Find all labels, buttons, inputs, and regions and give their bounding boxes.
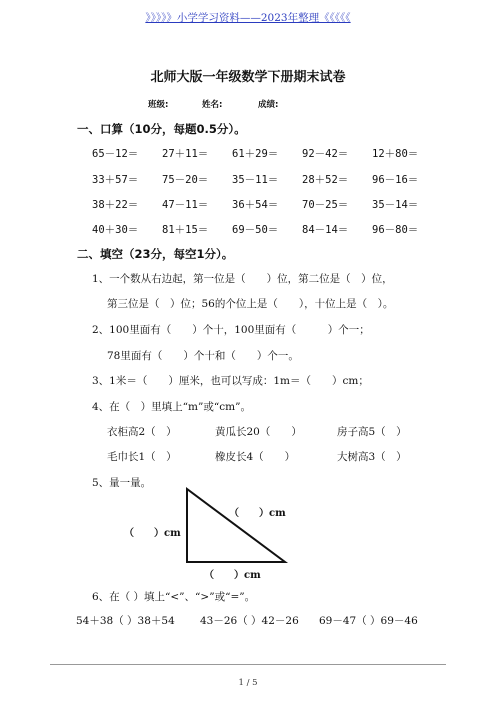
compare-item: 43－26（ ）42－26	[200, 615, 299, 627]
q4-item: 衣柜高2（ ）	[107, 426, 177, 438]
q4-item: 黄瓜长20（ ）	[215, 426, 302, 438]
calc-item: 47－11＝	[162, 199, 209, 211]
calc-item: 12＋80＝	[372, 148, 419, 160]
compare-item: 69－47（ ）69－46	[319, 615, 418, 627]
question-6: 6、在（ ）填上“<”、“>”或“=”。	[92, 591, 256, 603]
section1-heading: 一、口算（10分，每题0.5分）。	[77, 122, 246, 136]
question-3: 3、1米＝（ ）厘米，也可以写成：1m＝（ ）cm；	[92, 375, 369, 387]
q4-item: 毛巾长1（ ）	[107, 451, 177, 463]
question-2-line-1: 2、100里面有（ ）个十，100里面有（ ）个一；	[92, 324, 370, 336]
question-4: 4、在（ ）里填上“m”或“cm”。	[92, 401, 251, 413]
q4-item: 房子高5（ ）	[337, 426, 407, 438]
calc-item: 40＋30＝	[92, 224, 139, 236]
question-5: 5、量一量。	[92, 477, 152, 489]
hypotenuse-label: （ ）cm	[229, 508, 286, 519]
calc-item: 96－80＝	[372, 224, 419, 236]
footer-divider	[50, 664, 446, 665]
name-field-label: 姓名:	[202, 100, 223, 110]
calc-item: 96－16＝	[372, 174, 419, 186]
question-1-line-2: 第三位是（ ）位；56的个位上是（ ），十位上是（ ）。	[107, 298, 394, 310]
calc-item: 92－42＝	[302, 148, 349, 160]
calc-item: 81＋15＝	[162, 224, 209, 236]
calc-item: 35－11＝	[232, 174, 279, 186]
bottom-side-label: （ ）cm	[204, 570, 261, 581]
header-banner: 》》》》》小学学习资料——2023年整理《《《《《	[145, 12, 351, 24]
compare-item: 54＋38（ ）38＋54	[76, 615, 175, 627]
page-title: 北师大版一年级数学下册期末试卷	[150, 70, 346, 85]
q4-item: 橡皮长4（ ）	[215, 451, 296, 463]
right-triangle-figure	[180, 484, 290, 566]
calc-item: 75－20＝	[162, 174, 209, 186]
calc-item: 33＋57＝	[92, 174, 139, 186]
calc-item: 38＋22＝	[92, 199, 139, 211]
calc-item: 70－25＝	[302, 199, 349, 211]
q4-item: 大树高3（ ）	[337, 451, 407, 463]
page-number: 1 / 5	[238, 678, 258, 688]
left-side-label: （ ）cm	[124, 528, 181, 539]
question-1-line-1: 1、一个数从右边起，第一位是（ ）位，第二位是（ ）位，	[92, 273, 393, 285]
calc-item: 84－14＝	[302, 224, 349, 236]
calc-item: 36＋54＝	[232, 199, 279, 211]
calc-item: 28＋52＝	[302, 174, 349, 186]
class-field-label: 班级:	[148, 100, 169, 110]
calc-item: 27＋11＝	[162, 148, 209, 160]
question-2-line-2: 78里面有（ ）个十和（ ）个一。	[107, 350, 299, 362]
calc-item: 69－50＝	[232, 224, 279, 236]
calc-item: 61＋29＝	[232, 148, 279, 160]
section2-heading: 二、填空（23分，每空1分）。	[77, 247, 234, 261]
score-field-label: 成绩:	[258, 100, 279, 110]
calc-item: 65－12＝	[92, 148, 139, 160]
calc-item: 35－14＝	[372, 199, 419, 211]
